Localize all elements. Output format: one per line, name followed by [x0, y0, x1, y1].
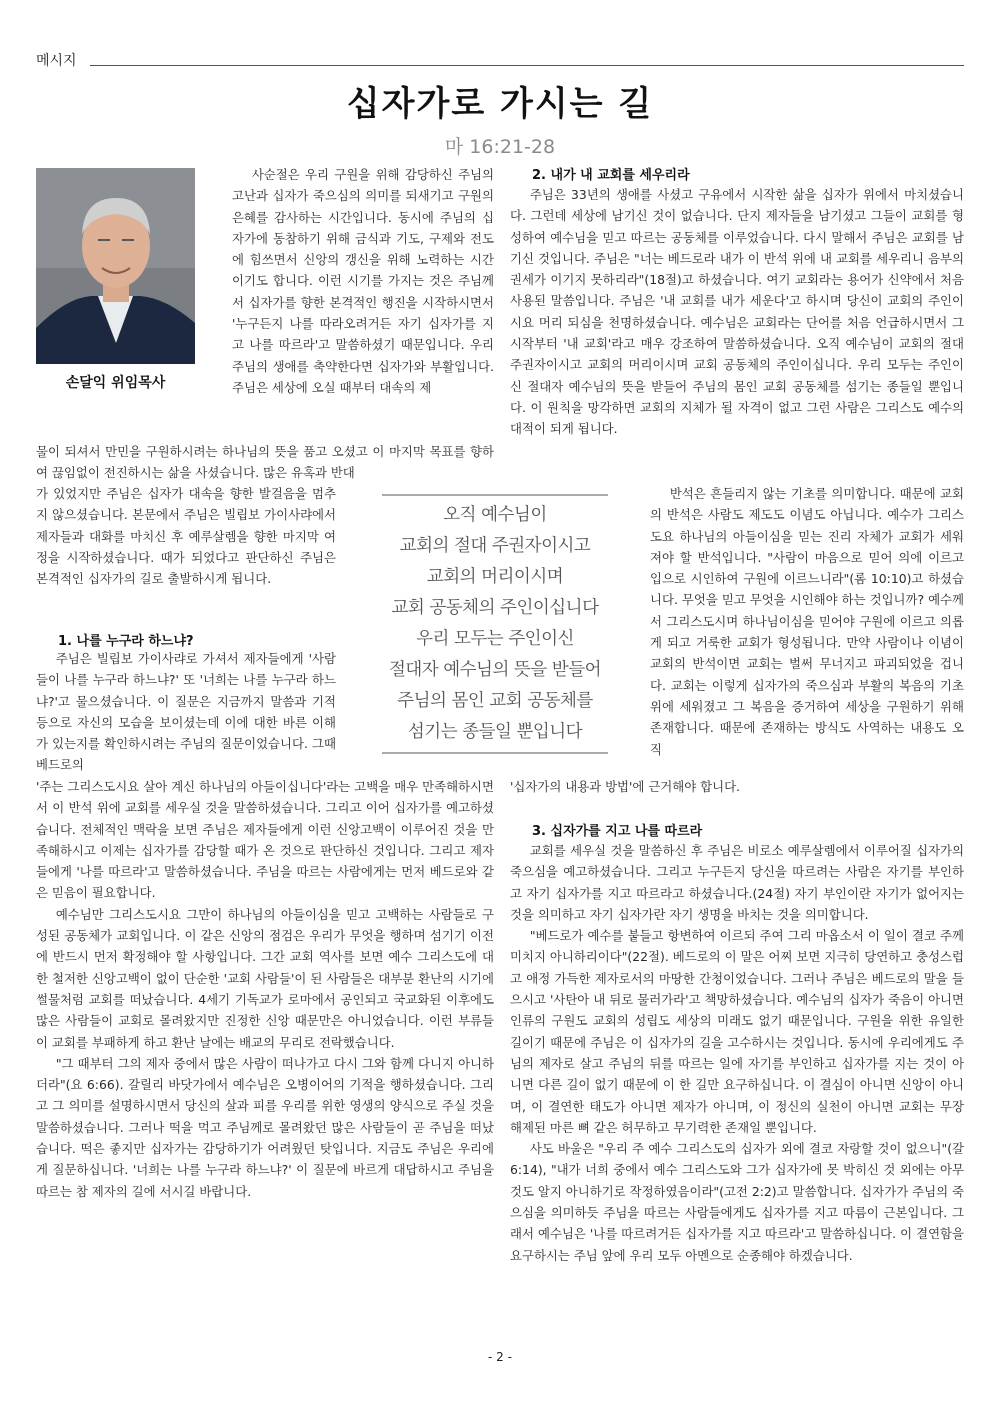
section1-paragraph-3: "그 때부터 그의 제자 중에서 많은 사람이 떠나가고 다시 그와 함께 다니지 아니하더라"(요 6:66). 갈릴리 바닷가에서 예수님은 오병이어의 기적을 행하셨습니다. 그리고 그 의미를 설명하시면서 당신의 살과 피를 우리를 위한 영생의 양식으로 주실 것을 말씀하셨습니다. 그러나 떡을 먹고 주님께로 몰려왔던 많은 사람들이 곧 주님을 떠났습니다. 떡은 좋지만 십자가는 감당하기가 어려웠던 탓입니다. 지금도 주님은 우리에게 질문하십니다. '너희는 나를 누구라 하느냐?' 이 질문에 바르게 대답하시고 주님을 따르는 참 제자의 길에 서시길 바랍니다.	[36, 1055, 494, 1199]
intro-full-width: 물이 되셔서 만민을 구원하시려는 하나님의 뜻을 품고 오셨고 이 마지막 목표를 향하여 끊임없이 전진하시는 삶을 사셨습니다. 많은 유혹과 반대	[36, 444, 494, 481]
section1-paragraph-2: 예수님만 그리스도시요 그만이 하나님의 아들이심을 믿고 고백하는 사람들로 구성된 공동체가 교회입니다. 이 같은 신앙의 점검은 우리가 무엇을 행하며 섬기기 이전에 반드시 먼저 확정해야 할 사항입니다. 그간 교회 역사를 보면 예수 그리스도에 대한 철저한 신앙고백이 없이 단순한 '교회 사람들'이 된 사람들은 대부분 환난의 시기에 썰물처럼 교회를 떠났습니다. 4세기 기독교가 로마에서 공인되고 국교화된 이후에도 많은 사람들이 교회로 몰려왔지만 진정한 신앙 때문만은 아니었습니다. 이런 부류들이 교회를 부패하게 하고 환난 날에는 배교의 무리로 전락했습니다.	[36, 906, 494, 1050]
pull-quote-line: 교회 공동체의 주인이십니다	[391, 598, 599, 618]
section3-paragraph-2: "베드로가 예수를 붙들고 항변하여 이르되 주여 그리 마옵소서 이 일이 결코 주께 미치지 아니하리이다"(22절). 베드로의 이 말은 어찌 보면 지극히 당연하고 충성스럽고 애정 가득한 제자로서의 마땅한 간청이었습니다. 그러나 주님은 베드로의 말을 들으시고 '사탄아 내 뒤로 물러가라'고 책망하셨습니다. 예수님의 십자가 죽음이 아니면 인류의 구원도 교회의 성립도 세상의 미래도 없기 때문입니다. 구원을 위한 유일한 길이기 때문에 주님은 이 십자가의 길을 고수하시는 것입니다. 동시에 우리에게도 주님의 제자로 살고 주님의 뒤를 따르는 일에 자기를 부인하고 십자가를 지는 것이 아니면 다른 길이 없기 때문에 이 한 길만 요구하십니다. 이 결심이 아니면 신앙이 아니며, 이 결연한 태도가 아니면 제자가 아니며, 이 정신의 실천이 아니면 교회는 무장 해제된 마른 뼈 같은 허무하고 무기력한 존재일 뿐입니다.	[510, 928, 964, 1135]
section1-beside-quote: 주님은 빌립보 가이사랴로 가셔서 제자들에게 '사람들이 나를 누구라 하느냐?' 또 '너희는 나를 누구라 하느냐?'고 물으셨습니다. 이 질문은 지금까지 말씀과 기적 등으로 자신의 모습을 보이셨는데 이에 대한 바른 이해가 있는지를 확인하시려는 주님의 질문이었습니다. 그때 베드로의	[36, 651, 336, 773]
section2-paragraph-2-end: '십자가의 내용과 방법'에 근거해야 합니다.	[510, 779, 740, 794]
section1-heading: 1. 나를 누구라 하느냐?	[58, 634, 194, 649]
pull-quote-line: 교회의 절대 주권자이시고	[399, 536, 591, 556]
section3-paragraph-1: 교회를 세우실 것을 말씀하신 후 주님은 비로소 예루살렘에서 이루어질 십자가의 죽으심을 예고하셨습니다. 그리고 누구든지 당신을 따르려는 사람은 자기를 부인하고 자기 십자가를 지고 따르라고 하셨습니다.(24절) 자기 부인이란 자기가 없어지는 것을 의미하고 자기 십자가란 자기 생명을 바치는 것을 의미합니다.	[510, 843, 964, 922]
pull-quote-line: 교회의 머리이시며	[426, 567, 564, 587]
section1-body	[36, 776, 494, 1202]
pull-quote	[382, 494, 608, 754]
section2-paragraph-2: 반석은 흔들리지 않는 기초를 의미합니다. 때문에 교회의 반석은 사람도 제도도 이념도 아닙니다. 예수가 그리스도요 하나님의 아들이심을 믿는 진리 자체가 교회가 세워져야 할 반석입니다. "사람이 마음으로 믿어 의에 이르고 입으로 시인하여 구원에 이르느니라"(롬 10:10)고 하셨습니다. 무엇을 믿고 무엇을 시인해야 하는 것입니까? 예수께서 그리스도시며 하나님이심을 믿어야 구원에 이르고 의롭게 되고 거룩한 교회가 형성됩니다. 만약 사람이나 이념이 교회의 반석이면 교회는 벌써 무너지고 파괴되었을 겁니다. 교회는 이렇게 십자가의 죽으심과 부활의 복음의 기초 위에 세워졌고 그 복음을 증거하여 세상을 구원하기 위해 존재합니다. 때문에 존재하는 방식도 사역하는 내용도 오직	[650, 486, 964, 757]
section3-heading: 3. 십자가를 지고 나를 따르라	[532, 824, 703, 839]
section-label: 메시지	[36, 53, 77, 69]
section2-heading: 2. 내가 내 교회를 세우리라	[532, 168, 690, 183]
intro-beside-photo: 사순절은 우리 구원을 위해 감당하신 주님의 고난과 십자가 죽으심의 의미를 되새기고 구원의 은혜를 감사하는 시간입니다. 동시에 주님의 십자가에 동참하기 위해 금식과 기도, 구제와 전도에 힘쓰면서 신앙의 갱신을 위해 노력하는 시간이기도 합니다. 이런 시기를 가지는 것은 주님께서 십자가를 향한 본격적인 행진을 시작하시면서 '누구든지 나를 따라오려거든 자기 십자가를 지고 나를 따르라'고 말씀하셨기 때문입니다. 우리 주님의 생애를 축약한다면 십자가와 부활입니다. 주님은 세상에 오실 때부터 대속의 제	[232, 167, 494, 395]
section3-paragraph-3: 사도 바울은 "우리 주 예수 그리스도의 십자가 외에 결코 자랑할 것이 없으니"(갈 6:14), "내가 너희 중에서 예수 그리스도와 그가 십자가에 못 박히신 것 외에는 아무 것도 알지 아니하기로 작정하였음이라"(고전 2:2)고 말씀합니다. 십자가가 주님의 죽으심을 의미하듯 주님을 따르는 사람들에게도 십자가를 지고 따름이 근본입니다. 그래서 예수님은 '나를 따르려거든 십자가를 지고 따르라'고 말씀하십니다. 이 결연함을 요구하시는 주님 앞에 우리 모두 아멘으로 순종해야 하겠습니다.	[510, 1141, 964, 1263]
page-number: - 2 -	[488, 1350, 512, 1364]
intro-beside-quote: 가 있었지만 주님은 십자가 대속을 향한 발걸음을 멈추지 않으셨습니다. 본문에서 주님은 빌립보 가이사랴에서 제자들과 대화를 마치신 후 예루살렘을 향한 마지막 여정을 시작하셨습니다. 때가 되었다고 판단하신 주님은 본격적인 십자가의 길로 출발하시게 됩니다.	[36, 486, 336, 587]
section3-body	[510, 840, 964, 1266]
pull-quote-line: 주님의 몸인 교회 공동체를	[397, 691, 593, 711]
pull-quote-line: 섬기는 종들일 뿐입니다	[407, 722, 583, 742]
section1-paragraph-1: '주는 그리스도시요 살아 계신 하나님의 아들이십니다'라는 고백을 매우 만족해하시면서 이 반석 위에 교회를 세우실 것을 말씀하셨습니다. 그리고 이어 십자가를 예고하셨습니다. 전체적인 맥락을 보면 주님은 제자들에게 이런 신앙고백이 이루어진 것을 만족해하시고 이제는 십자가를 감당할 때가 온 것으로 판단하신 것입니다. 그리고 제자들에게 '나를 따르라'고 말씀하셨습니다. 주님을 따르는 사람에게는 먼저 베드로와 같은 믿음이 필요합니다.	[36, 779, 494, 901]
pull-quote-line: 우리 모두는 주인이신	[416, 629, 574, 649]
author-photo	[36, 168, 195, 364]
page-title: 십자가로 가시는 길	[346, 84, 654, 124]
scripture-reference: 마 16:21-28	[444, 136, 556, 158]
section2-paragraph-1: 주님은 33년의 생애를 사셨고 구유에서 시작한 삶을 십자가 위에서 마치셨습니다. 그런데 세상에 남기신 것이 없습니다. 단지 제자들을 남기셨고 그들이 교회를 형성하여 예수님을 믿고 따르는 공동체를 이루었습니다. 다시 말해서 주님은 교회를 남기신 것입니다. 주님은 "너는 베드로라 내가 이 반석 위에 내 교회를 세우리니 음부의 권세가 이기지 못하리라"(18절)고 하셨습니다. 여기 교회라는 용어가 신약에서 처음 사용된 말씀입니다. 주님은 '내 교회를 내가 세운다'고 하시며 당신이 교회의 주인이시요 머리 되심을 천명하셨습니다. 예수님은 교회라는 단어를 처음 언급하시면서 그 시작부터 '내 교회'라고 매우 강조하여 말씀하셨습니다. 오직 예수님이 교회의 절대 주권자이시고 교회의 머리이시며 교회 공동체의 주인이십니다. 우리 모두는 주인이신 절대자 예수님의 뜻을 받들어 주님의 몸인 교회 공동체를 섬기는 종들일 뿐입니다. 이 원칙을 망각하면 교회의 지체가 될 자격이 없고 그런 사람은 그리스도 예수의 대적이 되게 됩니다.	[510, 187, 964, 437]
top-rule	[90, 65, 964, 66]
pull-quote-line: 오직 예수님이	[443, 505, 547, 525]
author-name: 손달익 위임목사	[65, 375, 166, 391]
pull-quote-line: 절대자 예수님의 뜻을 받들어	[388, 660, 602, 680]
